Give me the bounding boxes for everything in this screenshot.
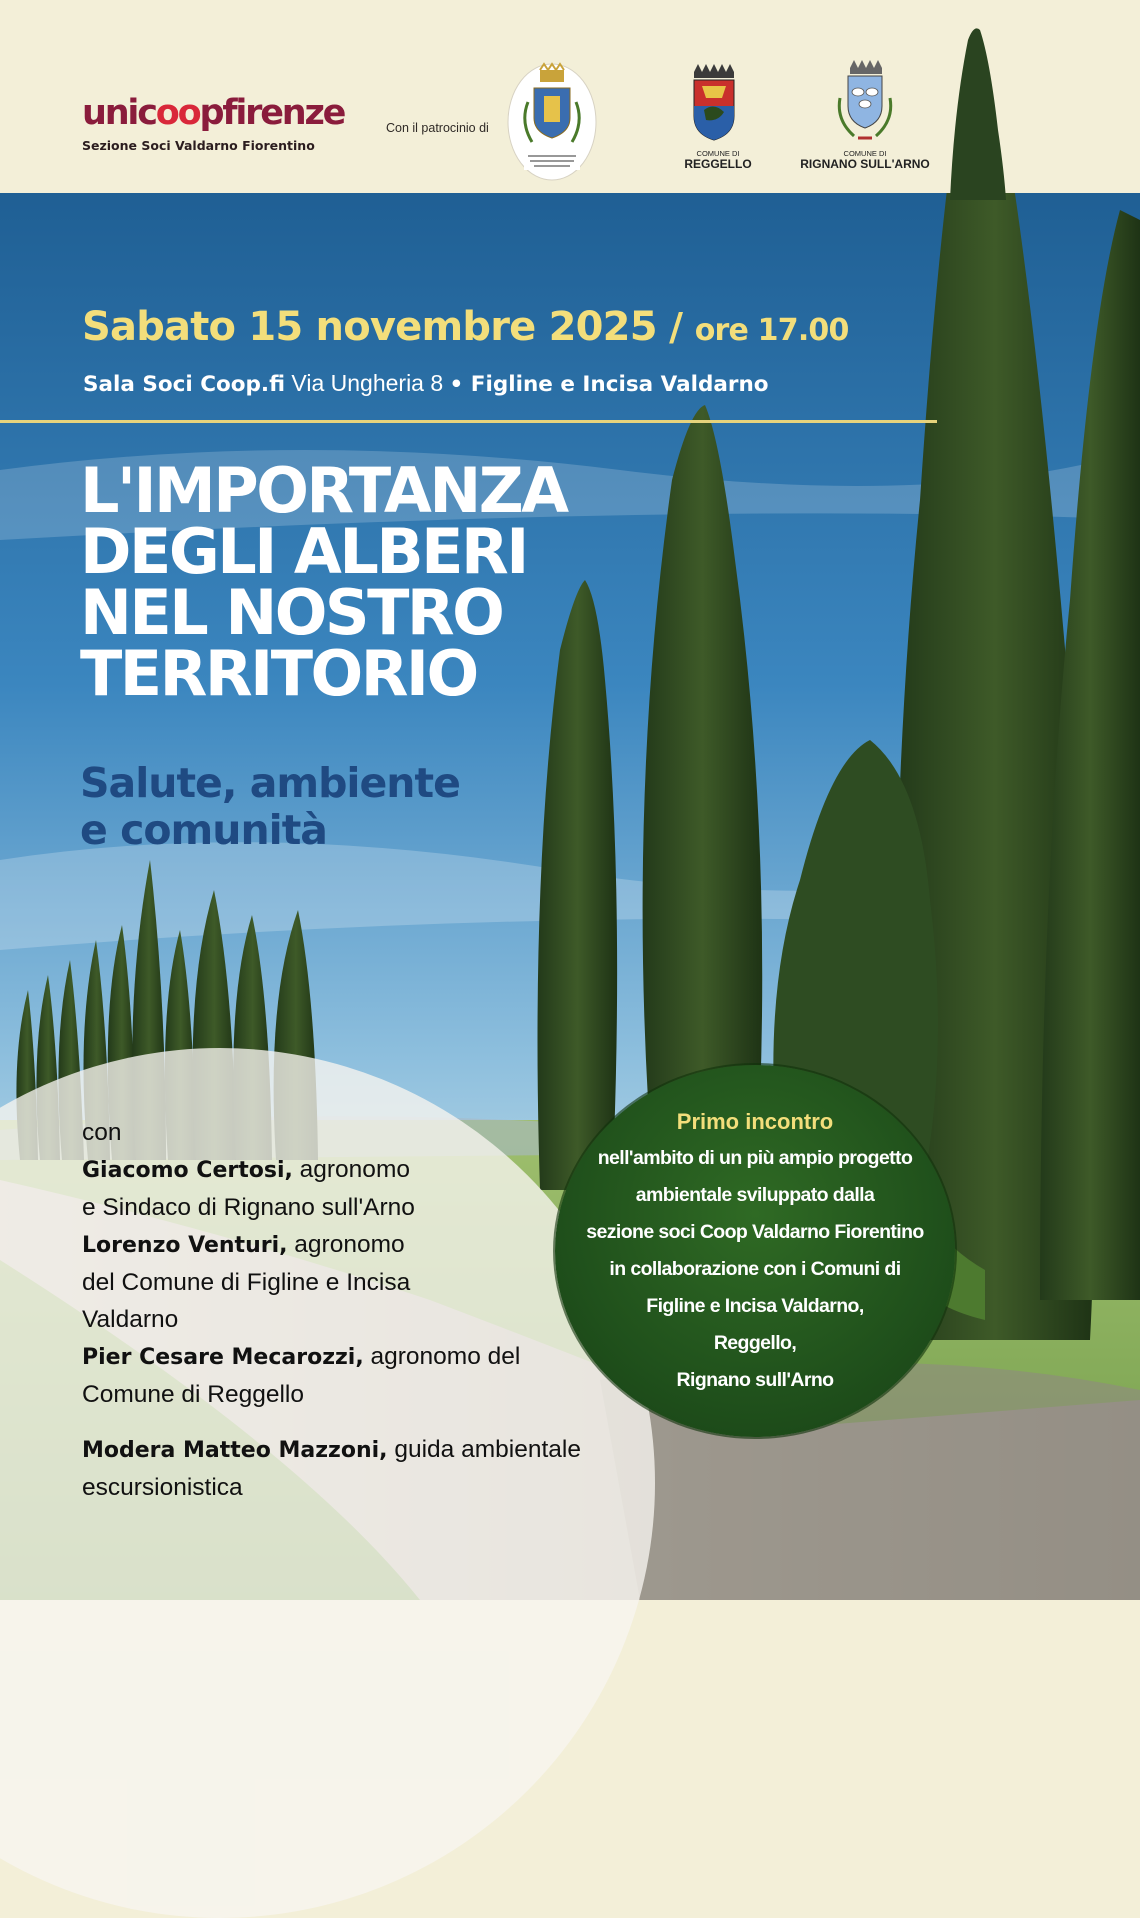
- cypress-top: [940, 20, 1020, 200]
- speaker-3: Pier Cesare Mecarozzi, agronomo del: [82, 1343, 521, 1370]
- event-subtitle: Salute, ambiente e comunità: [80, 759, 460, 854]
- event-time: ore 17.00: [694, 313, 849, 348]
- patronage-label: Con il patrocinio di: [386, 121, 489, 135]
- event-date: Sabato 15 novembre 2025 / ore 17.00: [82, 304, 849, 350]
- event-venue: Sala Soci Coop.fi Via Ungheria 8 • Figline e Incisa Valdarno: [83, 370, 769, 397]
- figline-crest-icon: [506, 62, 598, 182]
- speaker-1: Giacomo Certosi, agronomo: [82, 1156, 410, 1183]
- reggello-caption: COMUNE DI REGGELLO: [684, 149, 752, 172]
- divider-rule: [0, 420, 937, 423]
- speakers-intro: con: [82, 1119, 122, 1146]
- speakers-list: con Giacomo Certosi, agronomo e Sindaco di Rignano sull'Arno Lorenzo Venturi, agronomo del Comune di Figline e Incisa Valdarno Pier Cesare Mecarozzi, agronomo del Comune di Reggello Modera Matteo Mazzoni, guida ambientale escursionistica: [82, 1114, 642, 1506]
- rignano-crest-icon: [832, 58, 898, 144]
- moderator: Modera Matteo Mazzoni, guida ambientale: [82, 1436, 581, 1463]
- event-title: L'IMPORTANZA DEGLI ALBERI NEL NOSTRO TERRITORIO: [80, 454, 567, 710]
- project-lead: Primo incontro: [676, 1109, 834, 1134]
- project-description: Primo incontro nell'ambito di un più ampio progetto ambientale sviluppato dalla sezione soci Coop Valdarno Fiorentino in collaborazione con i Comuni di Figline e Incisa Valdarno, Reggello, Rignano sull'Arno: [570, 1103, 940, 1399]
- brand-section: Sezione Soci Valdarno Fiorentino: [82, 138, 315, 153]
- unicoop-logo[interactable]: [82, 93, 345, 153]
- brand-name: unicoopfirenze: [82, 93, 345, 133]
- rignano-caption: COMUNE DI RIGNANO SULL'ARNO: [800, 149, 930, 172]
- reggello-crest-icon: [688, 62, 740, 142]
- speaker-2: Lorenzo Venturi, agronomo: [82, 1231, 405, 1258]
